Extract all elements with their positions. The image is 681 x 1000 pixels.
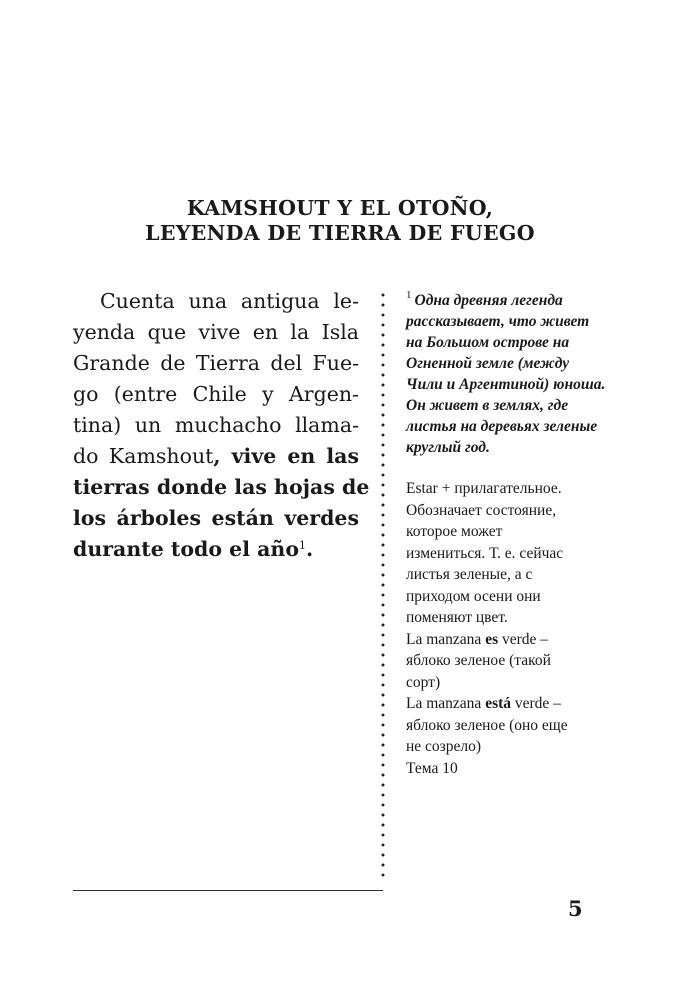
grammar-note-line bbox=[406, 672, 626, 694]
main-text bbox=[73, 286, 370, 565]
text-segment: verde – bbox=[498, 630, 549, 648]
main-text-line bbox=[73, 503, 359, 534]
main-text-line bbox=[73, 472, 370, 503]
main-text-line bbox=[73, 379, 359, 410]
text-segment: Тема 10 bbox=[406, 759, 458, 777]
footnote-ref: 1 bbox=[299, 539, 306, 552]
main-text-line bbox=[73, 410, 359, 441]
footnote-line bbox=[406, 290, 626, 311]
footnote-text: Он живет в землях, где bbox=[406, 397, 569, 414]
main-text-line bbox=[73, 317, 359, 348]
text-segment: приходом осени они bbox=[406, 587, 541, 605]
footnote-text: листья на деревьях зеленые bbox=[406, 418, 598, 435]
text-segment: verde – bbox=[511, 695, 561, 712]
text-segment: Grande de Tierra del Fue- bbox=[73, 351, 359, 375]
text-segment: go (entre Chile y Argen- bbox=[73, 382, 359, 406]
text-segment: не созрело) bbox=[406, 738, 482, 755]
dotted-column-divider bbox=[381, 290, 385, 880]
text-segment: La manzana bbox=[406, 695, 486, 712]
footnote-line bbox=[406, 416, 626, 437]
grammar-note-line bbox=[406, 543, 626, 565]
grammar-note-line bbox=[406, 715, 626, 737]
footnote-line bbox=[406, 332, 626, 353]
text-segment: измениться. Т. е. сейчас bbox=[406, 544, 564, 562]
footnote-text: рассказывает, что живет bbox=[406, 313, 590, 330]
main-text-line bbox=[73, 286, 359, 317]
text-segment: которое может bbox=[406, 523, 503, 540]
main-text-line bbox=[73, 348, 359, 379]
chapter-title-line-1: KAMSHOUT Y EL OTOÑO, bbox=[186, 196, 494, 220]
footnote-line bbox=[406, 395, 626, 416]
footnote-rule bbox=[73, 890, 383, 891]
page-number: 5 bbox=[568, 896, 583, 921]
footnote-marker: 1 bbox=[406, 289, 412, 301]
footnote-line bbox=[406, 311, 626, 332]
grammar-note-line bbox=[406, 693, 626, 715]
text-segment: сорт) bbox=[406, 673, 441, 691]
text-segment: . bbox=[306, 537, 314, 561]
footnote-text: Чили и Аргентиной) юноша. bbox=[406, 376, 606, 393]
grammar-note-line bbox=[406, 500, 626, 522]
footnote-line bbox=[406, 374, 626, 395]
text-segment: durante todo el año bbox=[73, 537, 299, 561]
footnote-text: Огненной земле (между bbox=[406, 355, 570, 372]
text-segment: yenda que vive en la Isla bbox=[73, 320, 359, 344]
footnote-text: на Большом острове на bbox=[406, 334, 570, 351]
text-segment: поменяют цвет. bbox=[406, 609, 508, 626]
text-segment: los árboles están verdes bbox=[73, 506, 359, 530]
grammar-note-line bbox=[406, 629, 626, 651]
spacer bbox=[406, 458, 626, 478]
footnote-line bbox=[406, 353, 626, 374]
text-segment: Обозначает состояние, bbox=[406, 501, 557, 519]
text-segment: , vive en las bbox=[213, 444, 359, 468]
main-text-line bbox=[73, 441, 359, 472]
main-text-line bbox=[73, 534, 359, 565]
grammar-note-line bbox=[406, 564, 626, 586]
text-segment: яблоко зеленое (такой bbox=[406, 652, 551, 669]
grammar-note-line bbox=[406, 586, 626, 608]
text-segment: está bbox=[485, 695, 512, 712]
text-segment: La manzana bbox=[406, 630, 486, 648]
text-segment: яблоко зеленое (оно еще bbox=[406, 716, 568, 734]
grammar-note-line bbox=[406, 650, 626, 672]
footnote-line bbox=[406, 437, 626, 458]
text-segment: tierras donde las hojas de bbox=[73, 475, 370, 499]
text-segment: Cuenta una antigua le- bbox=[100, 289, 359, 313]
text-segment: листья зеленые, а с bbox=[406, 566, 533, 583]
grammar-note-line bbox=[406, 758, 626, 780]
grammar-note-line bbox=[406, 736, 626, 758]
text-segment: do Kamshout bbox=[73, 444, 214, 468]
grammar-note-line bbox=[406, 521, 626, 543]
text-segment: Estar + прилагательное. bbox=[406, 480, 562, 497]
grammar-note-line bbox=[406, 607, 626, 629]
text-segment: es bbox=[485, 630, 499, 648]
footnote-text: круглый год. bbox=[406, 439, 490, 456]
footnote-text: Одна древняя легенда bbox=[414, 292, 563, 309]
grammar-note-line bbox=[406, 478, 626, 500]
text-segment: tina) un muchacho llama- bbox=[73, 413, 359, 437]
side-notes bbox=[406, 290, 626, 779]
chapter-title-line-2: LEYENDA DE TIERRA DE FUEGO bbox=[145, 221, 535, 245]
